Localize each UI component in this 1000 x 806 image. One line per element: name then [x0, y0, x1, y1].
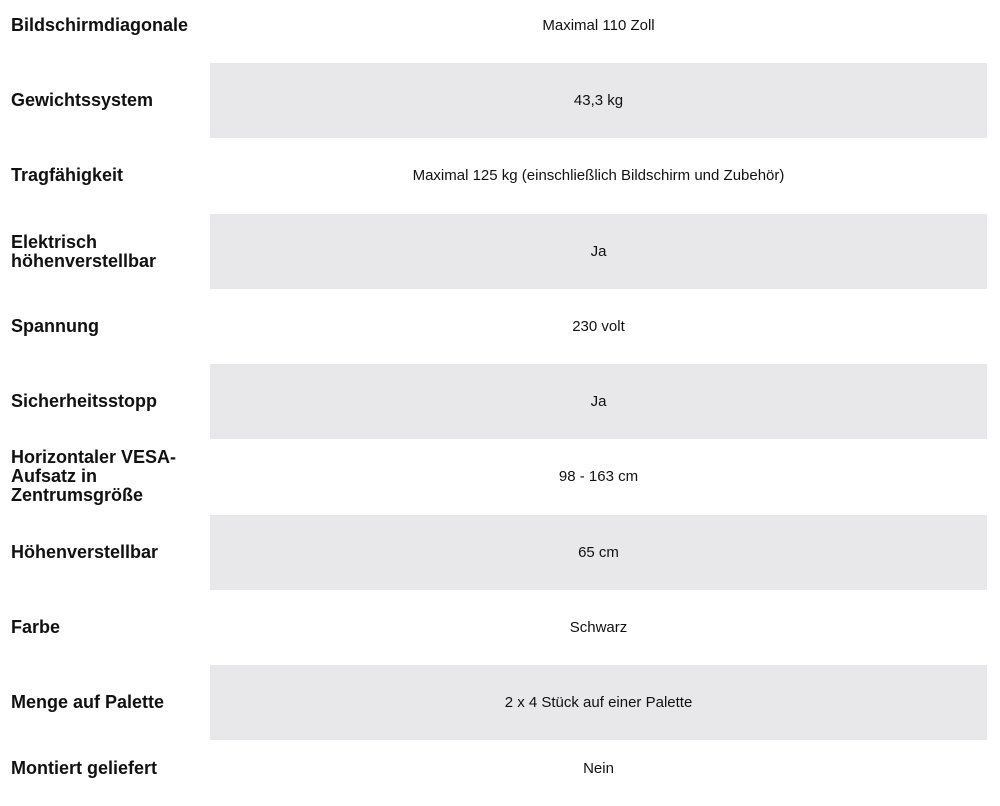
spec-label: Höhenverstellbar — [11, 542, 159, 562]
spec-value: 2 x 4 Stück auf einer Palette — [210, 665, 987, 740]
spec-row-electric-height — [0, 214, 1000, 289]
spec-value: 98 - 163 cm — [558, 468, 639, 485]
spec-value: Maximal 125 kg (einschließlich Bildschirm und Zubehör) — [412, 167, 785, 184]
spec-label: Montiert geliefert — [11, 758, 158, 778]
spec-value: Nein — [583, 760, 614, 777]
spec-row-vesa — [0, 439, 1000, 514]
spec-row-assembled — [0, 731, 1000, 806]
spec-row-pallet-quantity — [0, 665, 1000, 740]
spec-label: Tragfähigkeit — [11, 165, 124, 185]
spec-row-height-adjustable — [0, 515, 1000, 590]
spec-row-safety-stop — [0, 364, 1000, 439]
spec-row-color — [0, 590, 1000, 665]
spec-label: Farbe — [11, 617, 61, 637]
spec-label: Menge auf Palette — [11, 692, 165, 712]
spec-label: Sicherheitsstopp — [11, 391, 158, 411]
spec-value: 43,3 kg — [210, 63, 987, 138]
spec-row-voltage — [0, 289, 1000, 364]
spec-value: Schwarz — [569, 619, 628, 636]
spec-label: Horizontaler VESA-Aufsatz in Zentrumsgröße — [11, 447, 177, 505]
spec-label: Spannung — [11, 316, 99, 336]
spec-value: Ja — [210, 364, 987, 439]
spec-row-screen-size — [0, 0, 1000, 63]
spec-label: Bildschirmdiagonale — [11, 15, 189, 35]
spec-value: 230 volt — [572, 318, 625, 335]
spec-row-weight — [0, 63, 1000, 138]
spec-value: Ja — [210, 214, 987, 289]
spec-value: 65 cm — [210, 515, 987, 590]
spec-value: Maximal 110 Zoll — [542, 17, 655, 34]
spec-row-load-capacity — [0, 138, 1000, 213]
spec-label: Gewichtssystem — [11, 90, 154, 110]
spec-label: Elektrisch höhenverstellbar — [11, 231, 157, 271]
